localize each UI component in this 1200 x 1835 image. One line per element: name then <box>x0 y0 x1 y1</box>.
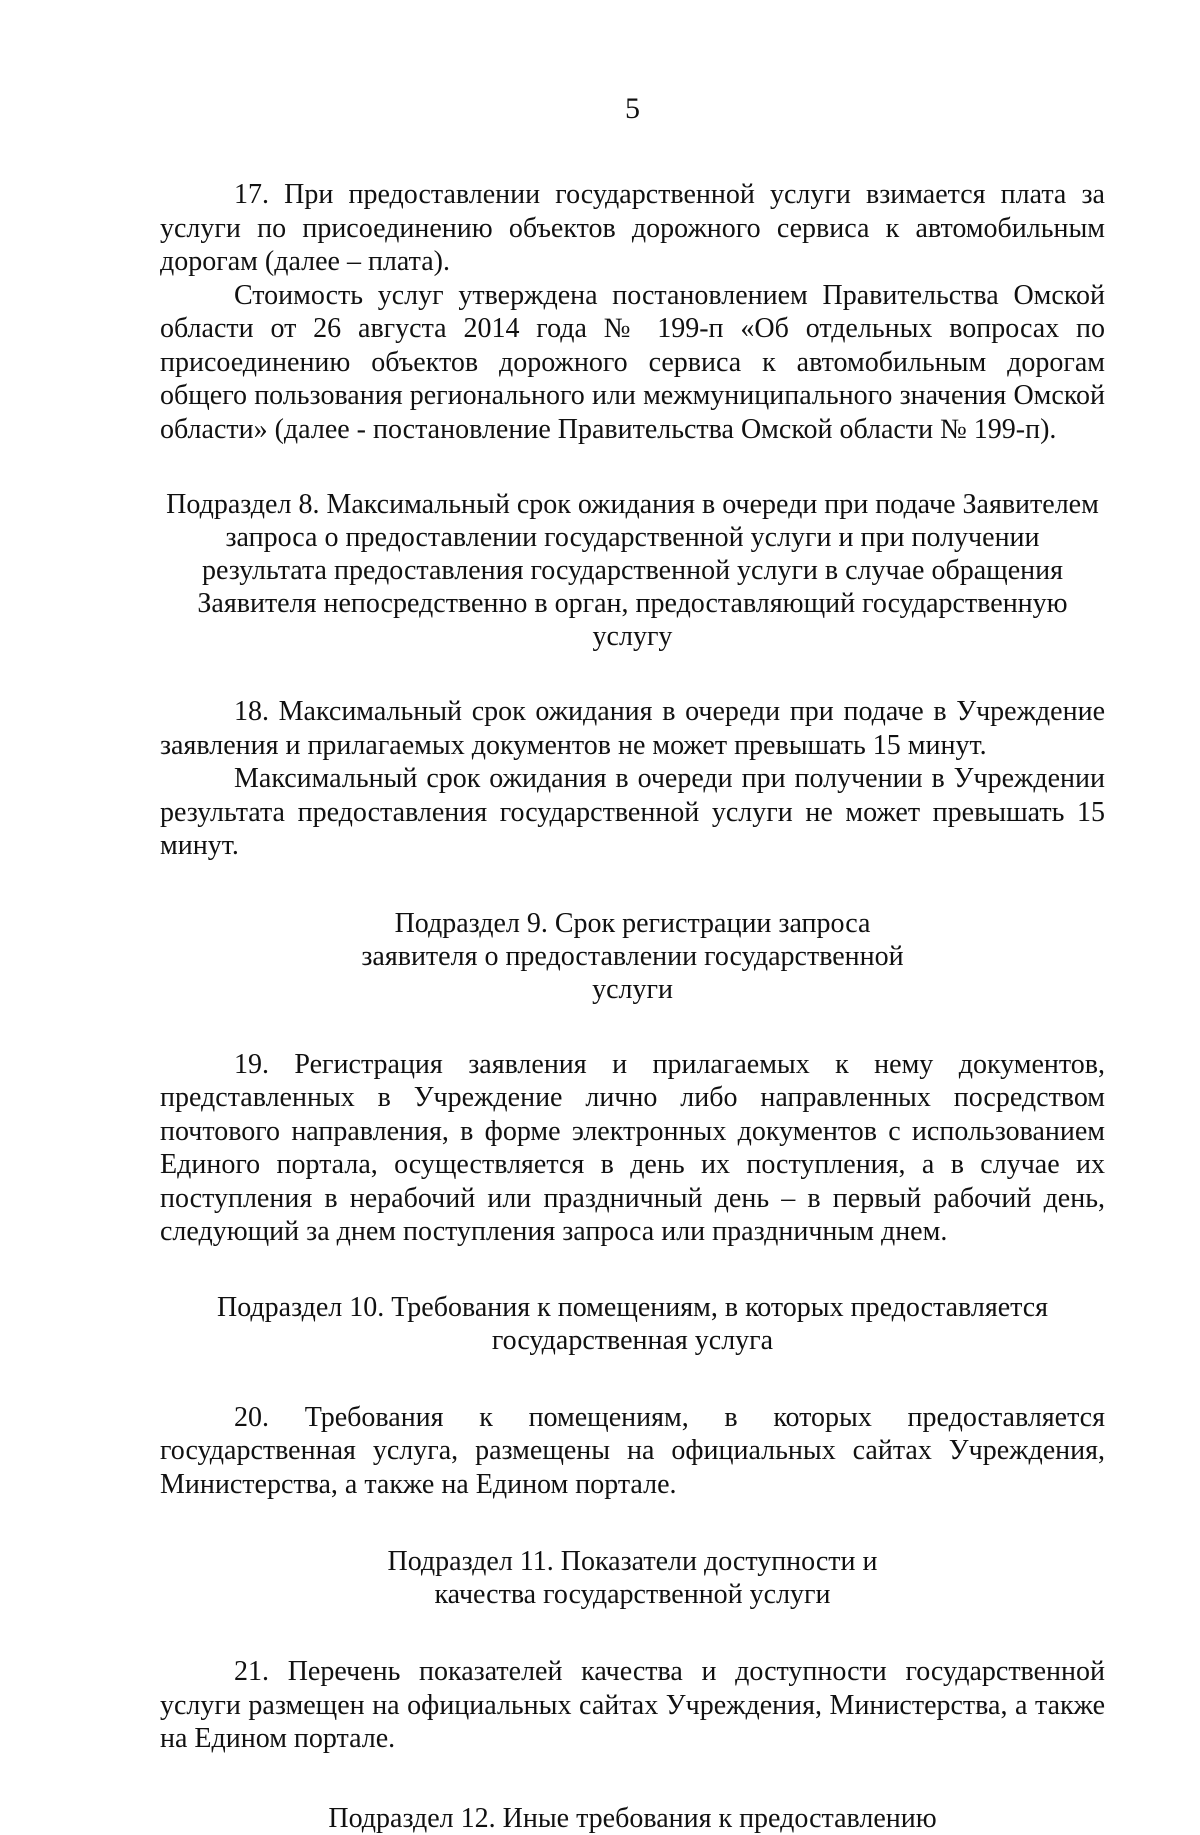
paragraph-19: 19. Регистрация заявления и прилагаемых к нему документов, представленных в Учреждение лично либо направленных посредством почтового направления, в форме электронных документов с использованием Единого портала, осуществляется в день их поступления, а в случае их поступления в нерабочий или праздничный день – в первый рабочий день, следующий за днем поступления запроса или праздничным днем. <box>160 1048 1105 1247</box>
paragraph-18-result: Максимальный срок ожидания в очереди при получении в Учреждении результата предоставления государственной услуги не может превышать 15 минут. <box>160 763 1105 861</box>
subsection-11-heading: Подраздел 11. Показатели доступности и качества государственной услуги <box>387 1546 878 1610</box>
subsection-8-heading: Подраздел 8. Максимальный срок ожидания в очереди при подаче Заявителем запроса о предоставлении государственной услуги и при получении результата предоставления государственной услуги в случае обращения Заявителя непосредственно в орган, предоставляющий государственную услугу <box>166 489 1099 652</box>
subsection-10-heading: Подраздел 10. Требования к помещениям, в которых предоставляется государственная услуга <box>216 1291 1049 1356</box>
paragraph-18: 18. Максимальный срок ожидания в очереди при подаче в Учреждение заявления и прилагаемых документов не может превышать 15 минут. <box>160 696 1105 761</box>
page-number: 5 <box>625 92 640 125</box>
subsection-9-heading: Подраздел 9. Срок регистрации запроса заявителя о предоставлении государственной услуги <box>361 907 904 1005</box>
subsection-12-heading: Подраздел 12. Иные требования к предоставлению <box>328 1802 937 1834</box>
paragraph-17: 17. При предоставлении государственной услуги взимается плата за услуги по присоединению объектов дорожного сервиса к автомобильным дорогам (далее – плата). <box>160 179 1105 277</box>
paragraph-17-cost: Стоимость услуг утверждена постановлением Правительства Омской области от 26 августа 2014 года № 199-п «Об отдельных вопросах по присоединению объектов дорожного сервиса к автомобильным дорогам общего пользования регионального или межмуниципального значения Омской области» (далее - постановление Правительства Омской области № 199-п). <box>160 279 1105 445</box>
paragraph-20: 20. Требования к помещениям, в которых предоставляется государственная услуга, размещены на официальных сайтах Учреждения, Министерства, а также на Едином портале. <box>160 1401 1105 1500</box>
document-body <box>160 178 1105 1835</box>
paragraph-21: 21. Перечень показателей качества и доступности государственной услуги размещен на официальных сайтах Учреждения, Министерства, а также на Едином портале. <box>160 1656 1105 1754</box>
